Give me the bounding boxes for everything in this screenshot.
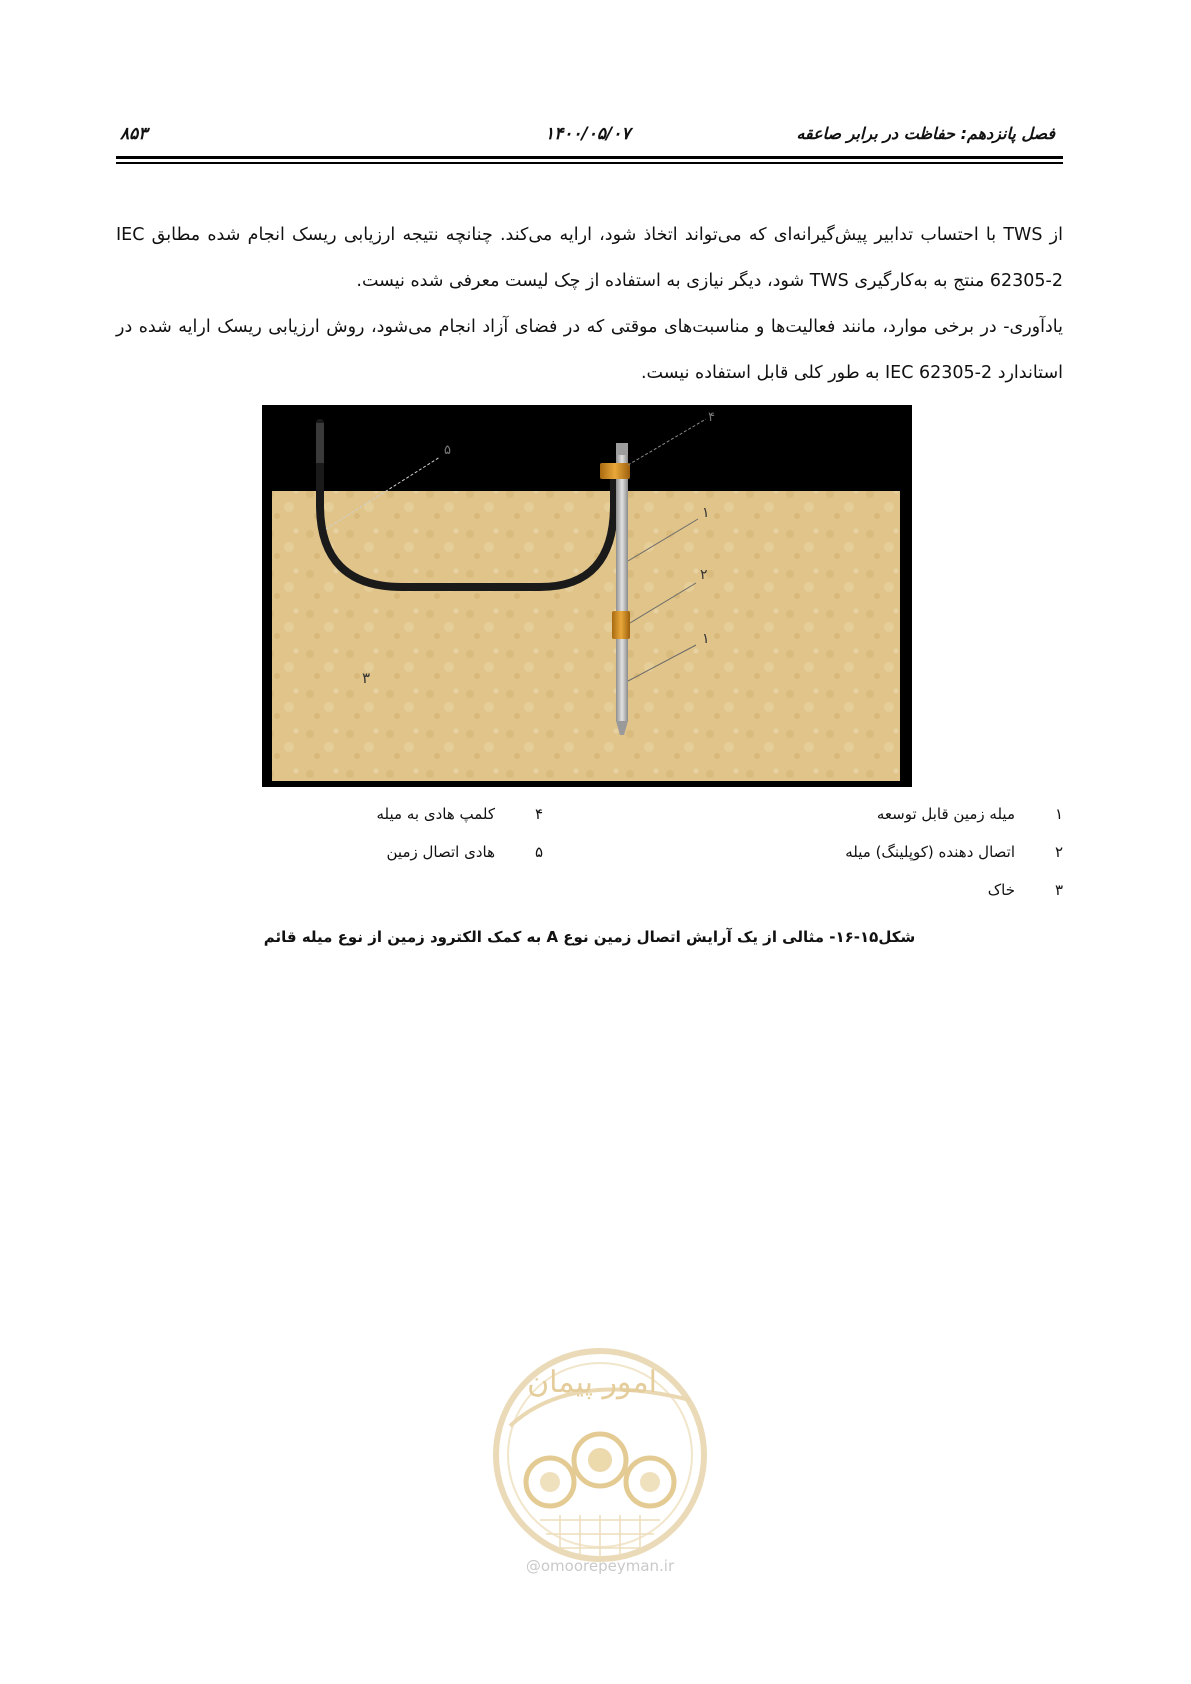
legend-item-1: ۱میله زمین قابل توسعه	[876, 805, 1063, 823]
legend-item-3: ۳خاک	[987, 881, 1063, 899]
header-rule-thin	[116, 162, 1063, 164]
label-1-lower: ۱	[702, 631, 710, 647]
legend-item-4: ۴کلمپ هادی به میله	[376, 805, 543, 823]
conductor-clamp	[600, 463, 630, 479]
figure-caption: شکل۱۵-۱۶- مثالی از یک آرایش اتصال زمین نوع A به کمک الکترود زمین از نوع میله قائم	[263, 928, 916, 946]
figure-legend	[116, 805, 1063, 915]
watermark-logo-text: امور پیمان	[527, 1365, 657, 1400]
body-text	[116, 212, 1063, 396]
paragraph-2: یادآوری- در برخی موارد، مانند فعالیت‌ها و مناسبت‌های موقتی که در فضای آزاد انجام می‌شود، روش ارزیابی ریسک ارایه شده در استاندارد IEC 62305-2 به طور کلی قابل استفاده نیست.	[116, 317, 1063, 383]
earth-rod-figure	[262, 405, 912, 787]
earth-rod	[616, 443, 628, 721]
label-2: ۲	[700, 567, 708, 583]
watermark-url: @omoorepeyman.ir	[525, 1557, 675, 1575]
label-5: ۵	[444, 443, 451, 458]
label-4: ۴	[708, 410, 715, 425]
label-3: ۳	[362, 669, 371, 687]
page-number: ۸۵۳	[120, 124, 148, 144]
conductor-top	[316, 423, 324, 463]
legend-item-2: ۲اتصال دهنده (کوپلینگ) میله	[845, 843, 1063, 861]
page-header	[0, 0, 1191, 170]
paragraph-1: از TWS با احتساب تدابیر پیش‌گیرانه‌ای که می‌تواند اتخاذ شود، ارایه می‌کند. چنانچه نتیجه ارزیابی ریسک انجام شده مطابق IEC 62305-2 منتج به به‌کارگیری TWS شود، دیگر نیازی به استفاده از چک لیست معرفی شده نیست.	[116, 225, 1063, 291]
rod-coupler	[612, 611, 630, 639]
chapter-title: فصل پانزدهم: حفاظت در برابر صاعقه	[796, 124, 1055, 143]
header-rule-thick	[116, 156, 1063, 159]
label-1-upper: ۱	[702, 505, 710, 521]
header-date: ۱۴۰۰/۰۵/۰۷	[545, 124, 631, 144]
legend-item-5: ۵هادی اتصال زمین	[386, 843, 543, 861]
soil	[272, 491, 900, 781]
rod-top	[616, 443, 628, 455]
